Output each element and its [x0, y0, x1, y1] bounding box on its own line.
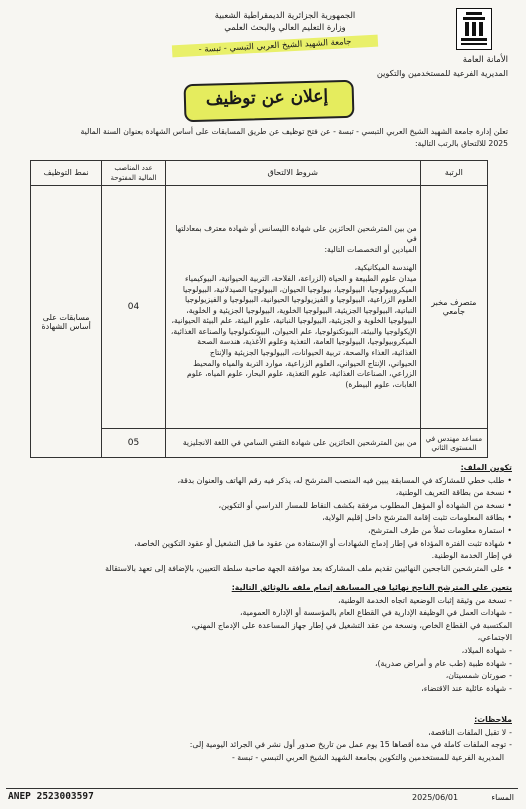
dash-icon: - — [509, 683, 512, 693]
rank-cell: مساعد مهندس في المستوى الثاني — [420, 429, 487, 458]
condition-line: الميكروبيولوجيا، البيولوجيا، بيولوجيا الحيوان، البيولوجيا الصيدلانية، البيولوجيا — [182, 284, 417, 294]
condition-line: الإيكولوجيا والبيئة، البيوتكنولوجيا، علم الحيوان، البيوتكنولوجيا والصناعة الغذائية، — [170, 326, 417, 336]
positions-cell: 05 — [102, 429, 165, 458]
list-item: -توجه الملفات كاملة في مدة أقصاها 15 يوم عمل من تاريخ صدور أول نشر في الجرائد اليومية إلى: — [189, 740, 512, 750]
condition-line: الغابات، علوم البيطرة) — [345, 379, 417, 389]
university-logo-icon — [457, 9, 491, 49]
footer-divider — [6, 788, 518, 789]
condition-line: من بين المترشحين الحائزين على شهادة الليسانس أو شهادة معترف بمعادلتها في — [175, 223, 417, 244]
dash-icon: - — [509, 727, 512, 737]
jobs-table — [30, 160, 488, 458]
list-item: •نسخة من بطاقة التعريف الوطنية، — [395, 488, 512, 498]
condition-line: الميكروبيولوجيا، البيولوجيا العامة، التغذية وعلوم الأغذية، هندسة الصحة — [197, 337, 417, 347]
dash-icon: - — [509, 645, 512, 655]
general-secretariat: الأمانة العامة — [462, 55, 508, 65]
list-item-continuation: في إطار الخدمة الوطنية. — [431, 551, 512, 561]
conditions-cell — [165, 186, 420, 429]
page-title: إعلان عن توظيف — [205, 86, 329, 110]
condition-line: الحيواني، الإنتاج الحيواني، العلوم الزراعية، موارد التربة والمياه والمحيط — [193, 358, 417, 368]
list-item: -شهادة عائلية عند الاقتضاء، — [421, 683, 512, 693]
list-item: •طلب خطي للمشاركة في المسابقة يبين فيه المنصب المترشح له، يذكر فيه رقم الهاتف والعنوان بدقة، — [177, 475, 512, 485]
bullet-icon: • — [507, 538, 512, 548]
condition-line: الغذائية، الغذاء والصحة، تربية الحيوانات، البيولوجيا الجزيئية والإنتاج — [209, 348, 417, 358]
anep-number: ANEP 2523003597 — [8, 791, 94, 802]
final-section — [24, 582, 512, 695]
mode-cell: مسابقات على أساس الشهادة — [31, 186, 102, 458]
bullet-icon: • — [507, 475, 512, 485]
notes-heading: ملاحظات: — [474, 715, 512, 724]
col-mode-header: نمط التوظيف — [31, 161, 102, 186]
list-item-continuation: الاجتماعي، — [477, 633, 512, 643]
bullet-icon: • — [507, 488, 512, 498]
list-item: •نسخة من الشهادة أو المؤهل المطلوب مرفقة بكشف النقاط للمسار الدراسي أو التكوين، — [218, 500, 512, 510]
notes-section — [24, 714, 512, 764]
positions-cell: 04 — [102, 186, 165, 429]
table-header-row — [31, 161, 488, 186]
condition-line: الهندسة الميكانيكية، — [354, 263, 417, 273]
condition-line: ميدان علوم الطبيعة و الحياة (الزراعة، الفلاحة، التربية الحيوانية، البيوكيمياء — [184, 273, 417, 283]
dash-icon: - — [509, 671, 512, 681]
condition-line: النباتية، البيولوجيا الجزيئية، البيولوجيا الخلوية، البيولوجيا الجزيئية و الخلوية، — [186, 305, 417, 315]
conditions-cell: من بين المترشحين الحائزين على شهادة التقني السامي في اللغة الانجليزية — [165, 429, 420, 458]
list-item: -نسخة من وثيقة إثبات الوضعية اتجاه الخدمة الوطنية، — [338, 595, 512, 605]
condition-line: الميادين أو التخصصات التالية: — [324, 244, 417, 254]
dash-icon: - — [509, 608, 512, 618]
intro-line-1: تعلن إدارة جامعة الشهيد الشيخ العربي التبسي - تبسة - عن فتح توظيف عن طريق المسابقات على أساس الشهادة بعنوان السنة المالية — [80, 127, 508, 136]
condition-line: الزراعي، الصناعات الغذائية، علوم التغذية، علوم البحار، علوم المياه، علوم — [187, 369, 417, 379]
list-item: -شهادة الميلاد، — [461, 645, 512, 655]
intro-line-2: 2025 للالتحاق بالرتب التالية: — [414, 139, 508, 148]
file-section — [24, 462, 512, 575]
col-positions-header: عدد المناصب المالية المفتوحة — [102, 161, 165, 186]
header-republic: الجمهورية الجزائرية الديمقراطية الشعبية — [214, 10, 356, 20]
rank-cell: متصرف مخبر جامعي — [420, 186, 487, 429]
bullet-icon: • — [507, 500, 512, 510]
list-item: -شهادة طبية (طب عام و أمراض صدرية)، — [375, 658, 512, 668]
col-conditions-header: شروط الالتحاق — [165, 161, 420, 186]
dash-icon: - — [509, 658, 512, 668]
list-item: -صورتان شمسيتان، — [445, 671, 512, 681]
header-university: جامعة الشهيد الشيخ العربي التبسي - تبسة - — [172, 35, 378, 57]
list-item: •على المترشحين الناجحين النهائيين تقديم ملف المشاركة بعد موافقة الجهة صاحبة سلطة التعيين، بالإضافة إلى تعهد بالاستقالة — [105, 563, 512, 573]
bullet-icon: • — [507, 513, 512, 523]
header-ministry: وزارة التعليم العالي والبحث العلمي — [224, 22, 346, 32]
table-row — [31, 186, 488, 429]
dash-icon: - — [509, 595, 512, 605]
file-section-heading: تكوين الملف: — [460, 463, 512, 472]
footer-date: 2025/06/01 — [412, 793, 459, 802]
list-item-continuation: المديرية الفرعية للمستخدمين والتكوين بجامعة الشهيد الشيخ العربي التبسي - تبسة - — [231, 752, 504, 762]
list-item: •بطاقة المعلومات تثبت إقامة المترشح داخل إقليم الولاية، — [322, 513, 512, 523]
list-item: •استمارة معلومات تملأ من طرف المترشح، — [367, 525, 512, 535]
sub-directorate: المديرية الفرعية للمستخدمين والتكوين — [376, 68, 508, 78]
final-section-heading: يتعين على المترشح الناجح نهائيا في المسابقة إتمام ملفه بالوثائق التالية: — [231, 583, 512, 592]
bullet-icon: • — [507, 563, 512, 573]
condition-spacer — [169, 255, 417, 263]
list-item-continuation: المكتسبة في القطاع الخاص، ونسخة من عقد التشغيل في إطار جهاز المساعدة على الإدماج المهني، — [191, 620, 512, 630]
footer-newspaper: المساء — [491, 793, 514, 802]
condition-line: البيولوجيا الخلوية و الجزيئية، البيولوجيا النباتية، علوم البيئة، علم البيئة الحيوانية، — [171, 316, 417, 326]
bullet-icon: • — [507, 525, 512, 535]
list-item: -لا تقبل الملفات الناقصة، — [428, 727, 512, 737]
list-item: •شهادة تثبت الفترة المؤداة في إطار إدماج الشهادات أو الإستفادة من عقود ما قبل التشغيل أو عقود التكوين الخاصة، — [134, 538, 512, 548]
col-rank-header: الرتبة — [420, 161, 487, 186]
list-item: -شهادات العمل في الوظيفة الإدارية في القطاع العام بالمؤسسة أو الإدارة العمومية، — [240, 608, 512, 618]
dash-icon: - — [509, 740, 512, 750]
condition-line: العلوم الزراعية، البيولوجيا و الفيزيولوجيا الحيوانية، البيولوجيا و الفيزيولوجيا — [184, 295, 417, 305]
university-logo — [456, 8, 492, 50]
